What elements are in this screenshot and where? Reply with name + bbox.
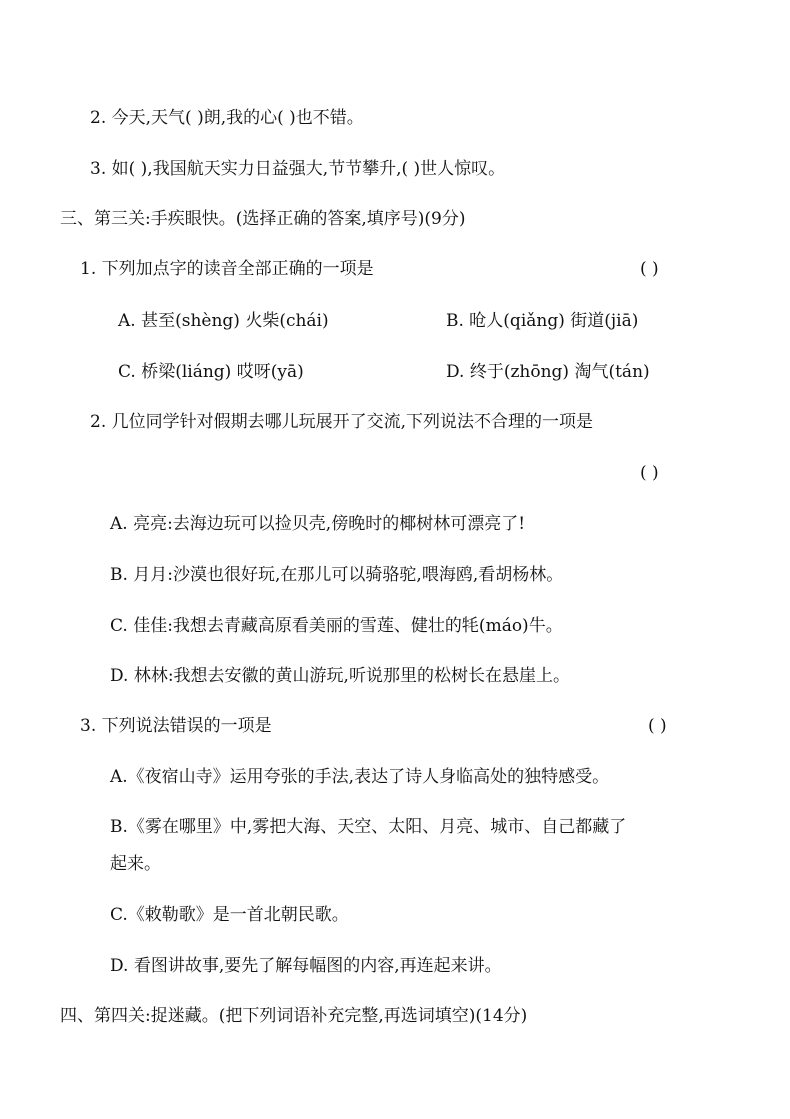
q3-item-3: 3. 下列说法错误的一项是 [80,716,272,736]
q2-item-2: 2. 今天,天气( )朗,我的心( )也不错。 [90,108,364,128]
q3-item-1-option-d: D. 终于(zhōng) 淘气(tán) [446,362,650,382]
q3-item-3-option-c: C.《敕勒歌》是一首北朝民歌。 [110,905,349,925]
section-3-heading: 三、第三关:手疾眼快。(选择正确的答案,填序号)(9分) [60,209,466,229]
q3-item-3-option-a: A.《夜宿山寺》运用夸张的手法,表达了诗人身临高处的独特感受。 [110,767,610,787]
q3-item-1-answer-paren: ( ) [640,259,659,279]
q3-item-2-option-b: B. 月月:沙漠也很好玩,在那儿可以骑骆驼,喂海鸥,看胡杨林。 [110,565,564,585]
q3-item-3-option-b-line1: B.《雾在哪里》中,雾把大海、天空、太阳、月亮、城市、自己都藏了 [110,817,627,837]
section-4-heading: 四、第四关:捉迷藏。(把下列词语补充完整,再选词填空)(14分) [60,1006,528,1026]
q3-item-3-option-b-line2: 起来。 [110,854,161,874]
q3-item-3-option-d: D. 看图讲故事,要先了解每幅图的内容,再连起来讲。 [110,956,502,976]
q3-item-1-option-a: A. 甚至(shèng) 火柴(chái) [118,311,329,331]
q3-item-2: 2. 几位同学针对假期去哪儿玩展开了交流,下列说法不合理的一项是 [90,412,594,432]
q3-item-3-answer-paren: ( ) [648,716,667,736]
q3-item-2-option-c: C. 佳佳:我想去青藏高原看美丽的雪莲、健壮的牦(máo)牛。 [110,616,563,636]
q3-item-1-option-b: B. 呛人(qiǎng) 街道(jiā) [446,311,639,331]
q3-item-1: 1. 下列加点字的读音全部正确的一项是 [80,259,374,279]
q3-item-2-answer-paren: ( ) [640,463,659,483]
q3-item-2-option-a: A. 亮亮:去海边玩可以捡贝壳,傍晚时的椰树林可漂亮了! [110,514,526,534]
q3-item-1-option-c: C. 桥梁(liáng) 哎呀(yā) [118,362,304,382]
q2-item-3: 3. 如( ),我国航天实力日益强大,节节攀升,( )世人惊叹。 [90,159,506,179]
q3-item-2-option-d: D. 林林:我想去安徽的黄山游玩,听说那里的松树长在悬崖上。 [110,666,570,686]
